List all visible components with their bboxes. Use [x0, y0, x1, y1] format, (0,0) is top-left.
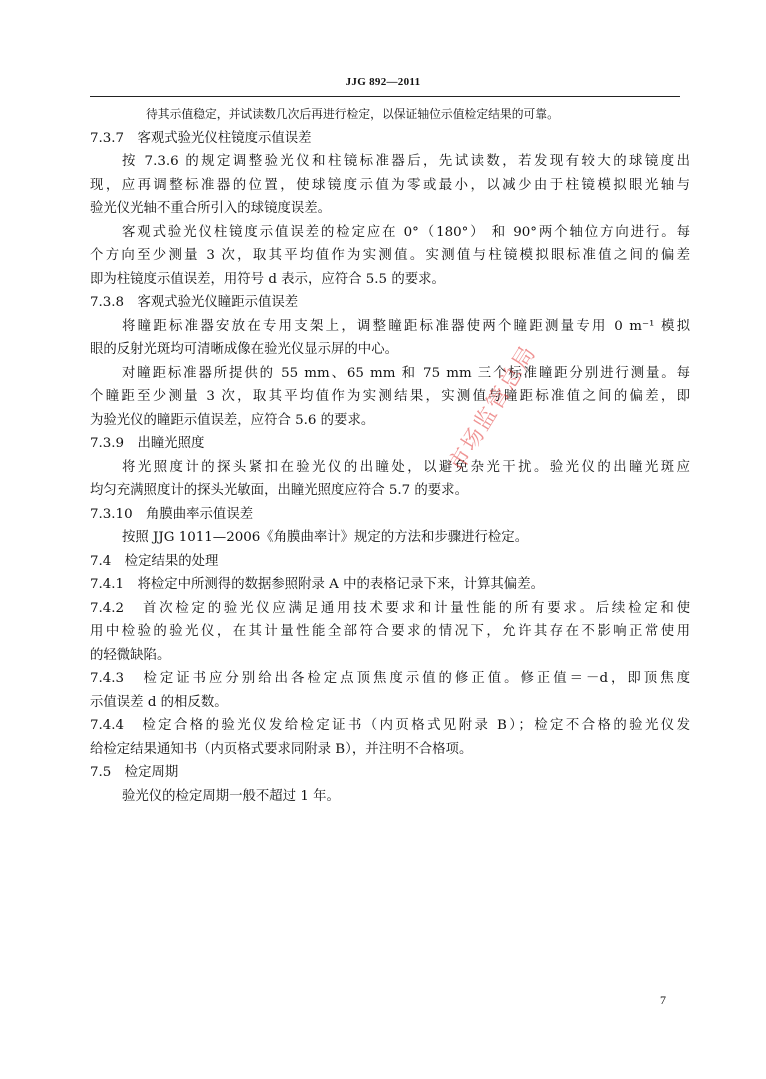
text-line: 个瞳距至少测量 3 次，取其平均值作为实测结果，实测值与瞳距标准值之间的偏差，即 — [90, 389, 690, 404]
text-line: 7.4.3 检定证书应分别给出各检定点顶焦度示值的修正值。修正值＝－d，即顶焦度 — [90, 671, 690, 686]
text-line: 7.4 检定结果的处理 — [90, 553, 219, 569]
text-line: 7.4.1 将检定中所测得的数据参照附录 A 中的表格记录下来，计算其偏差。 — [90, 577, 544, 592]
text-line: 7.3.7 客观式验光仪柱镜度示值误差 — [90, 130, 312, 146]
text-line: 7.4.2 首次检定的验光仪应满足通用技术要求和计量性能的所有要求。后续检定和使 — [90, 600, 690, 616]
text-line: 用中检验的验光仪，在其计量性能全部符合要求的情况下，允许其存在不影响正常使用 — [90, 624, 690, 639]
text-line: 7.3.9 出瞳光照度 — [90, 436, 205, 451]
text-line: 7.4.4 检定合格的验光仪发给检定证书（内页格式见附录 B）；检定不合格的验光仪发 — [90, 718, 690, 733]
text-line: 示值误差 d 的相反数。 — [90, 694, 228, 710]
text-line: 将光照度计的探头紧扣在验光仪的出瞳处，以避免杂光干扰。验光仪的出瞳光斑应 — [122, 459, 690, 475]
text-line: 对瞳距标准器所提供的 55 mm、65 mm 和 75 mm 三个标准瞳距分别进行测量。每 — [122, 365, 690, 381]
text-line: 验光仪的检定周期一般不超过 1 年。 — [122, 788, 340, 804]
document-code-header: JJG 892—2011 — [345, 76, 421, 88]
text-line: 按照 JJG 1011—2006《角膜曲率计》规定的方法和步骤进行检定。 — [122, 530, 529, 545]
text-line: 将瞳距标准器安放在专用支架上，调整瞳距标准器使两个瞳距测量专用 0 m⁻¹ 模拟 — [122, 318, 690, 334]
text-line: 7.5 检定周期 — [90, 765, 179, 780]
watermark-stamp: 市场监管总局 — [444, 340, 542, 476]
text-line: 验光仪光轴不重合所引入的球镜度误差。 — [90, 201, 332, 216]
text-line: 即为柱镜度示值误差，用符号 d 表示，应符合 5.5 的要求。 — [90, 271, 445, 287]
text-line: 眼的反射光斑均可清晰成像在验光仪显示屏的中心。 — [90, 342, 398, 357]
text-line: 为验光仪的瞳距示值误差，应符合 5.6 的要求。 — [90, 412, 375, 428]
text-line: 按 7.3.6 的规定调整验光仪和柱镜标准器后，先试读数，若发现有较大的球镜度出 — [122, 154, 690, 169]
document-body — [90, 103, 690, 808]
header-rule — [90, 96, 680, 97]
text-line: 的轻微缺陷。 — [90, 647, 171, 663]
page-number: 7 — [660, 993, 666, 1007]
text-line: 均匀充满照度计的探头光敏面，出瞳光照度应符合 5.7 的要求。 — [90, 483, 468, 498]
text-line: 给检定结果通知书（内页格式要求同附录 B），并注明不合格项。 — [90, 741, 473, 757]
text-line: 现，应再调整标准器的位置，使球镜度示值为零或最小，以减少由于柱镜模拟眼光轴与 — [90, 177, 690, 193]
text-line: 待其示值稳定，并试读数几次后再进行检定，以保证轴位示值检定结果的可靠。 — [146, 107, 559, 121]
text-line: 个方向至少测量 3 次，取其平均值作为实测值。实测值与柱镜模拟眼标准值之间的偏差 — [90, 248, 690, 263]
text-line: 7.3.8 客观式验光仪瞳距示值误差 — [90, 295, 299, 310]
text-line: 7.3.10 角膜曲率示值误差 — [90, 506, 254, 522]
text-line: 客观式验光仪柱镜度示值误差的检定应在 0°（180°） 和 90°两个轴位方向进行。每 — [122, 224, 690, 240]
